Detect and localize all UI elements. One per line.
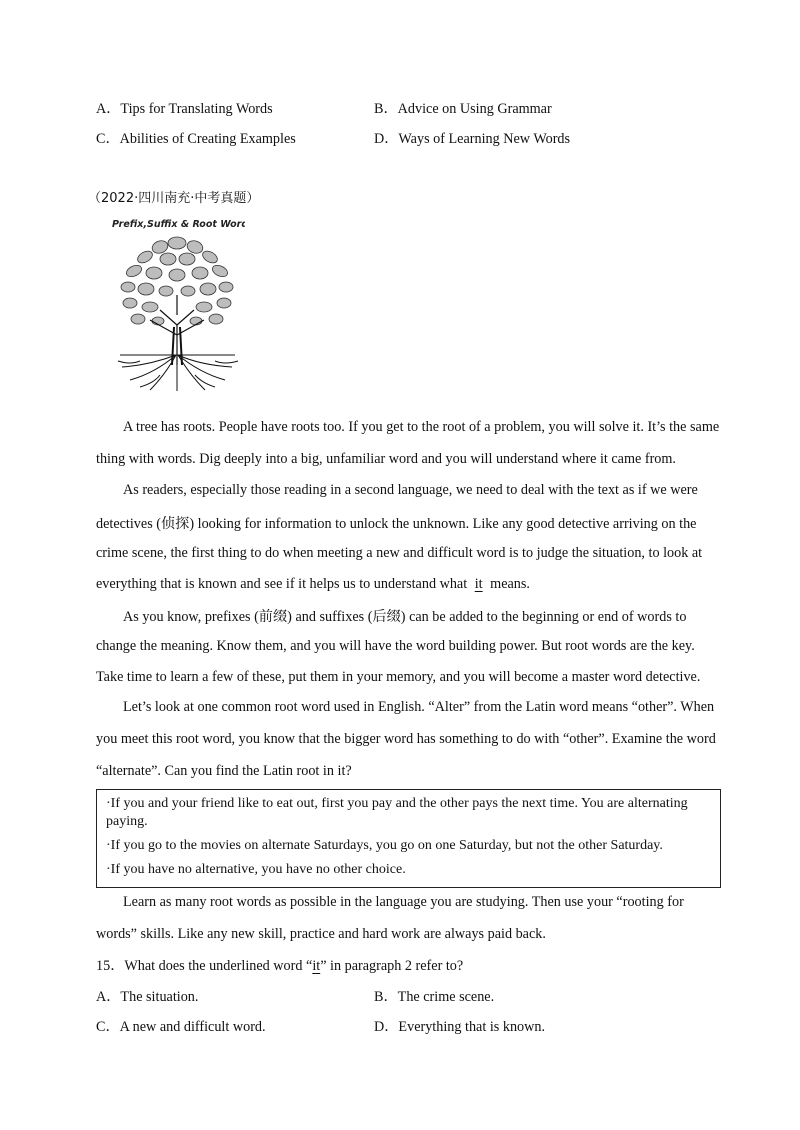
para3-line2: change the meaning. Know them, and you will have the word building power. But root words are the key.: [96, 638, 695, 654]
option-d: D．Ways of Learning New Words: [374, 131, 571, 147]
para2-line3: crime scene, the first thing to do when meeting a new and difficult word is to judge the situation, to look at: [96, 545, 703, 561]
para1-line2: thing with words. Dig deeply into a big, unfamiliar word and you will understand where it came from.: [96, 451, 676, 467]
para4-line2: you meet this root word, you know that the bigger word has something to do with “other”. Examine the word: [96, 731, 716, 747]
para4-line3: “alternate”. Can you find the Latin root in it?: [96, 763, 352, 779]
answer-option-d: D．Everything that is known.: [374, 1019, 546, 1035]
box-line3: ·If you go to the movies on alternate Saturdays, you go on one Saturday, but not the other Saturday.: [106, 838, 663, 853]
para5-line2: words” skills. Like any new skill, practice and hard work are always paid back.: [96, 926, 546, 942]
option-b: B．Advice on Using Grammar: [374, 101, 552, 117]
image-title: Prefix,Suffix & Root Words: [112, 219, 245, 230]
para1-line1: A tree has roots. People have roots too. If you get to the root of a problem, you will solve it. It’s the same: [123, 419, 720, 435]
para2-line4: [96, 576, 706, 593]
para2-line1: As readers, especially those reading in a second language, we need to deal with the text as if we were: [123, 482, 698, 498]
answer-option-b: B．The crime scene.: [374, 989, 495, 1005]
para3-line3: Take time to learn a few of these, put them in your memory, and you will become a master word detective.: [96, 669, 701, 685]
para2-line4-end: means.: [490, 576, 530, 592]
para2-line2: detectives (侦探) looking for information to unlock the unknown. Like any good detective arriving on the: [96, 516, 697, 532]
box-line4: ·If you have no alternative, you have no other choice.: [106, 862, 406, 877]
question-underlined-it: it: [312, 958, 321, 974]
para5-line1: Learn as many root words as possible in the language you are studying. Then use your “rooting for: [123, 894, 684, 910]
source-tag: （2022·四川南充·中考真题）: [88, 191, 260, 206]
question-stem: [96, 955, 463, 975]
answer-option-a: A．The situation.: [96, 989, 199, 1005]
underlined-it: it: [474, 576, 483, 592]
examples-box: [96, 789, 721, 888]
tree-icon: [110, 215, 245, 395]
box-line1: ·If you and your friend like to eat out, first you pay and the other pays the next time. You are alternating: [106, 796, 688, 811]
para4-line1: Let’s look at one common root word used in English. “Alter” from the Latin word means “other”. When: [123, 699, 715, 715]
answer-option-c: C．A new and difficult word.: [96, 1019, 266, 1035]
option-a: A．Tips for Translating Words: [96, 101, 273, 117]
box-line2: paying.: [106, 814, 148, 829]
para3-line1: As you know, prefixes (前缀) and suffixes (后缀) can be added to the beginning or end of words to: [123, 609, 687, 625]
option-c: C．Abilities of Creating Examples: [96, 131, 296, 147]
tree-illustration: [110, 215, 245, 395]
question-stem-end: ” in paragraph 2 refer to?: [320, 958, 464, 974]
question-stem-start: 15．What does the underlined word “: [96, 958, 313, 974]
para2-line4-start: everything that is known and see if it helps us to understand what: [96, 576, 468, 592]
